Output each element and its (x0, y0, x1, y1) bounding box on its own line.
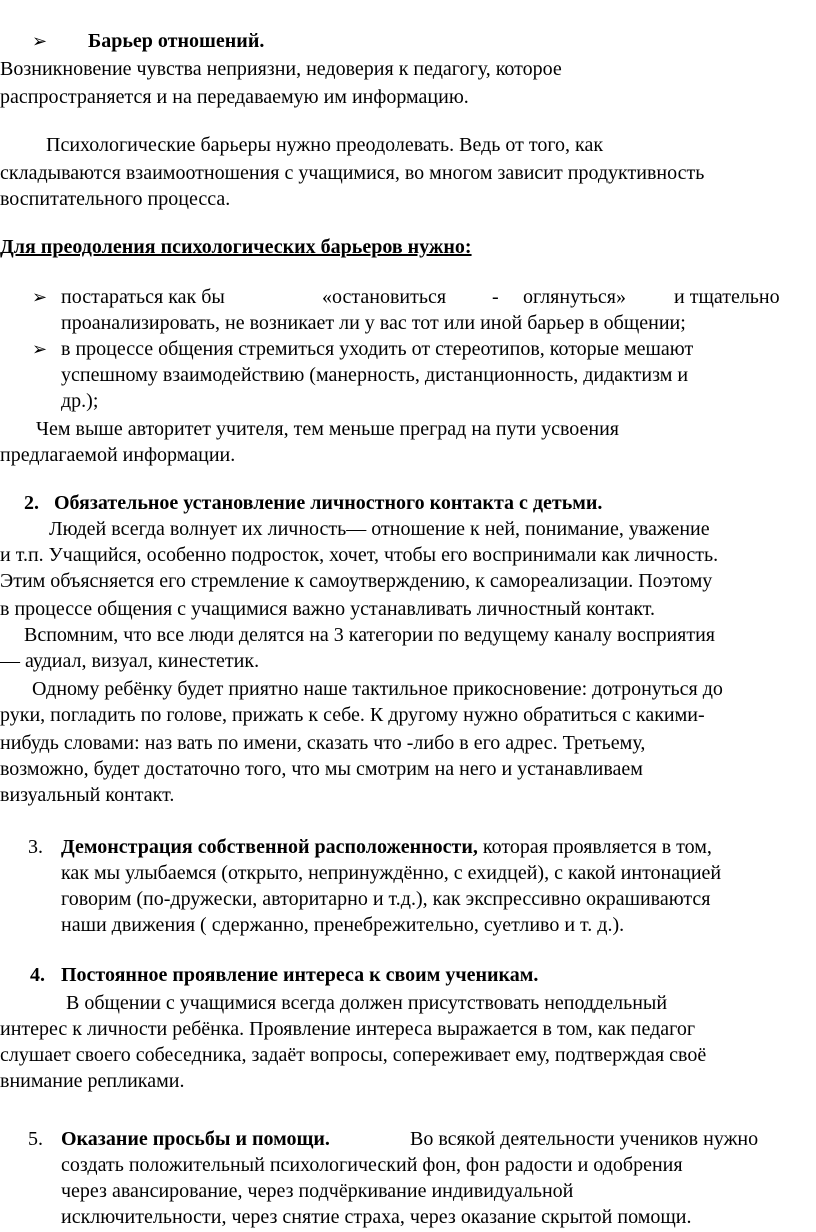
arrow-bullet-icon: ➢ (32, 31, 48, 51)
section-title-rest: Во всякой деятельности учеников нужно (410, 1128, 759, 1150)
section-line: Людей всегда волнует их личность— отношение к ней, понимание, уважение (49, 518, 710, 540)
section-title-rest: которая проявляется в том, (477, 836, 712, 858)
section-line: в процессе общения с учащимися важно устанавливать личностный контакт. (0, 598, 656, 620)
arrow-bullet-icon: ➢ (32, 339, 48, 359)
paragraph-line: предлагаемой информации. (0, 444, 236, 466)
section-line: исключительности, через снятие страха, через оказание скрытой помощи. (61, 1206, 692, 1228)
barrier-title: Барьер отношений. (88, 30, 265, 52)
paragraph-line: Чем выше авторитет учителя, тем меньше преград на пути усвоения (36, 418, 619, 440)
list-item-text: др.); (61, 390, 99, 412)
section-line: интерес к личности ребёнка. Проявление интереса выражается в том, как педагог (0, 1018, 696, 1040)
section-line: через авансирование, через подчёркивание индивидуальной (61, 1180, 574, 1202)
section-line: нибудь словами: наз вать по имени, сказать что -либо в его адрес. Третьему, (0, 732, 646, 754)
section-title: Демонстрация собственной расположенности, (61, 836, 478, 858)
list-item-text: и тщательно (674, 286, 780, 308)
barrier-line: Возникновение чувства неприязни, недоверия к педагогу, которое (0, 58, 562, 80)
section-line: В общении с учащимися всегда должен присутствовать неподдельный (66, 992, 668, 1014)
section-line: говорим (по-дружески, авторитарно и т.д.), как экспрессивно окрашиваются (61, 888, 711, 910)
section-number: 4. (30, 964, 45, 986)
section-line: Одному ребёнку будет приятно наше тактильное прикосновение: дотронуться до (32, 678, 723, 700)
section-line: наши движения ( сдержанно, пренебрежительно, суетливо и т. д.). (61, 914, 625, 936)
section-line: слушает своего собеседника, задаёт вопросы, сопереживает ему, подтверждая своё (0, 1044, 707, 1066)
section-title: Постоянное проявление интереса к своим ученикам. (61, 964, 539, 986)
section-line: Этим объясняется его стремление к самоутверждению, к самореализации. Поэтому (0, 570, 713, 592)
paragraph-line: воспитательного процесса. (0, 188, 231, 210)
section-title: Оказание просьбы и помощи. (61, 1128, 330, 1150)
section-line: и т.п. Учащийся, особенно подросток, хочет, чтобы его воспринимали как личность. (0, 544, 719, 566)
list-item-text: постараться как бы (61, 286, 225, 308)
list-item-text: - (492, 286, 499, 308)
list-item-text: успешному взаимодействию (манерность, дистанционность, дидактизм и (61, 364, 689, 386)
section-number: 3. (28, 836, 43, 858)
list-item-text: оглянуться» (523, 286, 627, 308)
section-line: Вспомним, что все люди делятся на 3 категории по ведущему каналу восприятия (24, 624, 715, 646)
section-line: возможно, будет достаточно того, что мы смотрим на него и устанавливаем (0, 758, 643, 780)
section-number: 5. (28, 1128, 43, 1150)
section-line: как мы улыбаемся (открыто, непринуждённо, с ехидцей), с какой интонацией (61, 862, 722, 884)
arrow-bullet-icon: ➢ (32, 287, 48, 307)
overcome-heading: Для преодоления психологических барьеров нужно: (0, 236, 472, 258)
barrier-line: распространяется и на передаваемую им информацию. (0, 86, 469, 108)
section-line: руки, погладить по голове, прижать к себе. К другому нужно обратиться с какими- (0, 704, 705, 726)
section-number: 2. (24, 492, 39, 514)
list-item-text: проанализировать, не возникает ли у вас тот или иной барьер в общении; (61, 312, 686, 334)
section-first-line (61, 834, 712, 860)
section-line: внимание репликами. (0, 1070, 185, 1092)
list-item-text: в процессе общения стремиться уходить от стереотипов, которые мешают (61, 338, 694, 360)
paragraph-line: складываются взаимоотношения с учащимися, во многом зависит продуктивность (0, 162, 705, 184)
paragraph-line: Психологические барьеры нужно преодолевать. Ведь от того, как (46, 134, 604, 156)
section-title: Обязательное установление личностного контакта с детьми. (54, 492, 603, 514)
section-line: визуальный контакт. (0, 784, 175, 806)
section-line: — аудиал, визуал, кинестетик. (0, 650, 260, 672)
section-line: создать положительный психологический фон, фон радости и одобрения (61, 1154, 683, 1176)
list-item-text: «остановиться (322, 286, 447, 308)
